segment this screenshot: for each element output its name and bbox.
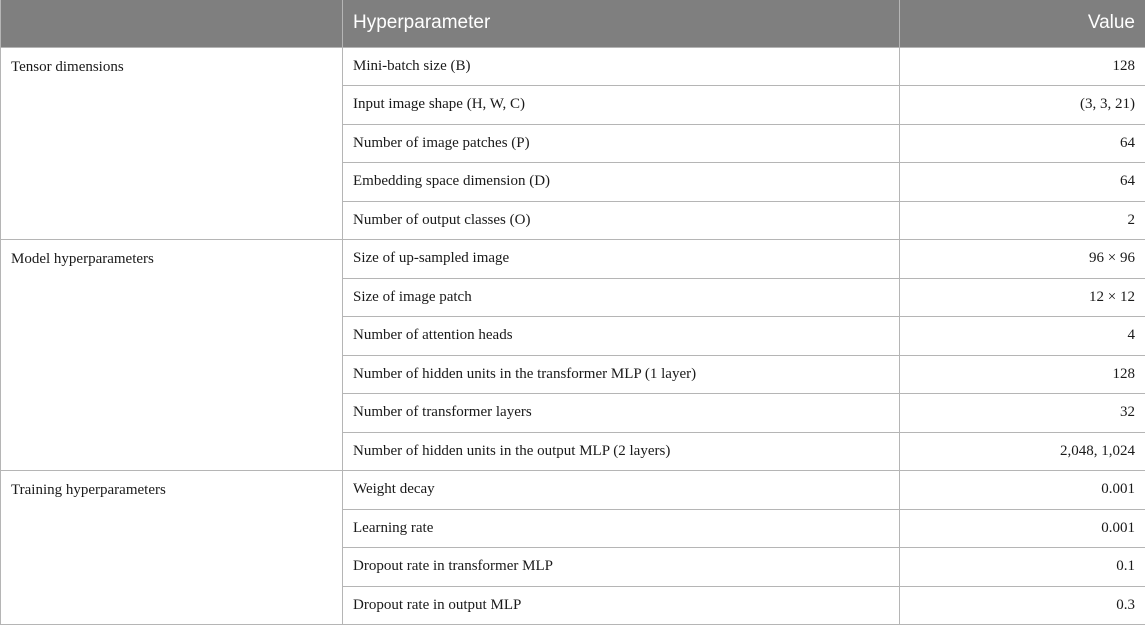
header-hyperparameter: Hyperparameter (343, 0, 900, 47)
hyperparameter-cell: Input image shape (H, W, C) (343, 86, 900, 125)
value-cell: 4 (900, 317, 1145, 356)
group-label: Model hyperparameters (1, 240, 343, 471)
hyperparameter-cell: Mini-batch size (B) (343, 47, 900, 86)
hyperparameter-cell: Number of image patches (P) (343, 124, 900, 163)
table-row (1, 471, 1145, 510)
value-cell: 0.001 (900, 509, 1145, 548)
value-cell: 0.1 (900, 548, 1145, 587)
value-cell: 64 (900, 163, 1145, 202)
hyperparameter-cell: Number of hidden units in the transformer MLP (1 layer) (343, 355, 900, 394)
group-label: Tensor dimensions (1, 47, 343, 240)
value-cell: 128 (900, 47, 1145, 86)
value-cell: 0.3 (900, 586, 1145, 625)
header-value: Value (900, 0, 1145, 47)
hyperparameter-cell: Size of up-sampled image (343, 240, 900, 279)
table-row (1, 240, 1145, 279)
hyperparameter-cell: Embedding space dimension (D) (343, 163, 900, 202)
value-cell: 96 × 96 (900, 240, 1145, 279)
value-cell: 2 (900, 201, 1145, 240)
header-group-cell (1, 0, 343, 47)
value-cell: 64 (900, 124, 1145, 163)
value-cell: 32 (900, 394, 1145, 433)
hyperparameter-cell: Learning rate (343, 509, 900, 548)
table-row (1, 47, 1145, 86)
group-label: Training hyperparameters (1, 471, 343, 625)
value-cell: 0.001 (900, 471, 1145, 510)
value-cell: 128 (900, 355, 1145, 394)
hyperparameter-cell: Dropout rate in output MLP (343, 586, 900, 625)
table-body (1, 47, 1145, 625)
value-cell: 2,048, 1,024 (900, 432, 1145, 471)
table-header-row (1, 0, 1145, 47)
hyperparameter-cell: Size of image patch (343, 278, 900, 317)
hyperparameter-cell: Dropout rate in transformer MLP (343, 548, 900, 587)
hyperparameter-cell: Number of output classes (O) (343, 201, 900, 240)
hyperparameter-cell: Number of hidden units in the output MLP (2 layers) (343, 432, 900, 471)
hyperparameter-cell: Weight decay (343, 471, 900, 510)
value-cell: 12 × 12 (900, 278, 1145, 317)
value-cell: (3, 3, 21) (900, 86, 1145, 125)
hyperparameter-cell: Number of transformer layers (343, 394, 900, 433)
hyperparameter-cell: Number of attention heads (343, 317, 900, 356)
